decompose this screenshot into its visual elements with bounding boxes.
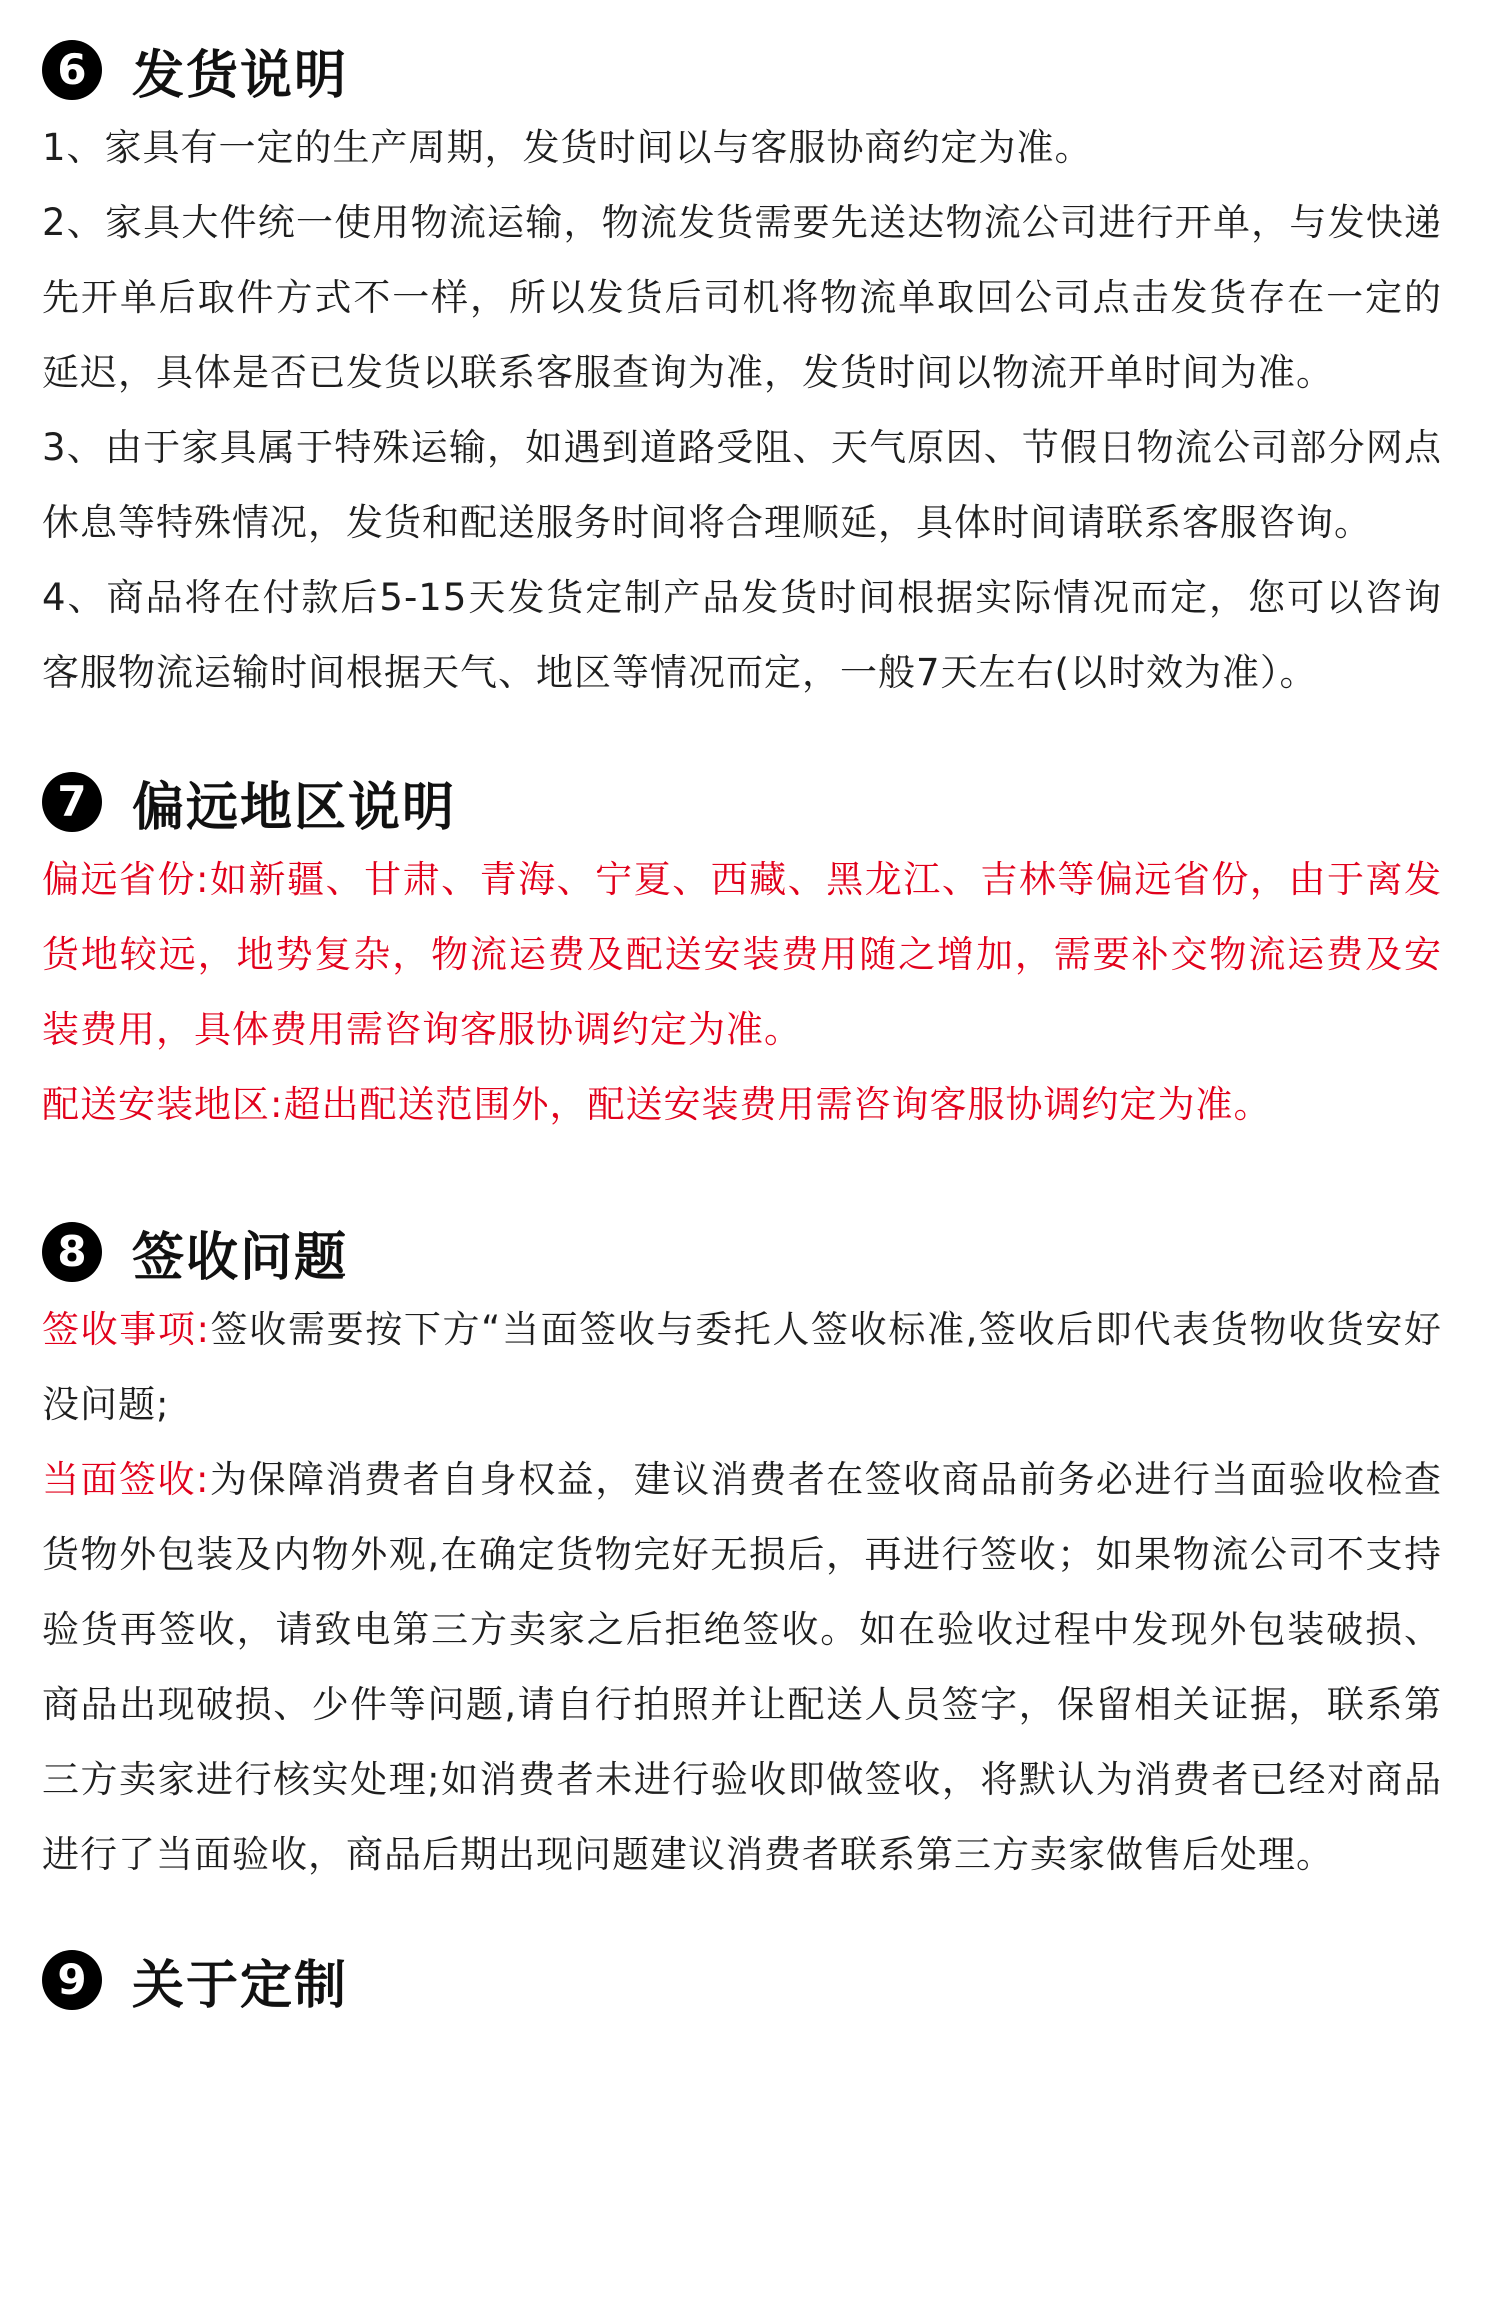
- paragraph-delivery-install-area: 配送安装地区:超出配送范围外，配送安装费用需咨询客服协调约定为准。: [42, 1083, 1272, 1126]
- section-title: 发货说明: [132, 45, 349, 106]
- section-body: [42, 1292, 1442, 1892]
- section-remote-areas: [42, 762, 1442, 1142]
- section-header: [42, 1212, 1442, 1292]
- paragraph-in-person-signing: [42, 1442, 1442, 1892]
- section-title: 关于定制: [132, 1955, 349, 2016]
- item-text: 为保障消费者自身权益，建议消费者在签收商品前务必进行当面验收检查货物外包装及内物外观,在确定货物完好无损后，再进行签收；如果物流公司不支持验货再签收，请致电第三方卖家之后拒绝签收。如在验收过程中发现外包装破损、商品出现破损、少件等问题,请自行拍照并让配送人员签字，保留相关证据，联系第三方卖家进行核实处理;如消费者未进行验收即做签收，将默认为消费者已经对商品进行了当面验收，商品后期出现问题建议消费者联系第三方卖家做售后处理。: [42, 1458, 1443, 1876]
- paragraph-remote-provinces: 偏远省份:如新疆、甘肃、青海、宁夏、西藏、黑龙江、吉林等偏远省份，由于离发货地较远，地势复杂，物流运费及配送安装费用随之增加，需要补交物流运费及安装费用，具体费用需咨询客服协调约定为准。: [42, 858, 1442, 1051]
- item-text: 签收需要按下方“当面签收与委托人签收标准,签收后即代表货物收货安好没问题;: [42, 1308, 1443, 1426]
- section-signing: [42, 1212, 1442, 1892]
- section-title: 签收问题: [132, 1227, 349, 1288]
- number-badge: 7: [42, 772, 102, 832]
- section-header: [42, 30, 1442, 110]
- number-badge: 6: [42, 40, 102, 100]
- section-title: 偏远地区说明: [132, 777, 457, 838]
- paragraph: 2、家具大件统一使用物流运输，物流发货需要先送达物流公司进行开单，与发快递先开单后取件方式不一样，所以发货后司机将物流单取回公司点击发货存在一定的延迟，具体是否已发货以联系客服查询为准，发货时间以物流开单时间为准。: [42, 201, 1442, 394]
- section-body: [42, 842, 1442, 1142]
- paragraph-signing-matters: [42, 1292, 1442, 1442]
- section-header: [42, 762, 1442, 842]
- item-label: 当面签收:: [42, 1458, 210, 1501]
- section-shipping-info: [42, 30, 1442, 710]
- paragraph: 1、家具有一定的生产周期，发货时间以与客服协商约定为准。: [42, 126, 1093, 169]
- item-label: 签收事项:: [42, 1308, 211, 1351]
- section-body: [42, 110, 1442, 710]
- paragraph: 4、商品将在付款后5-15天发货定制产品发货时间根据实际情况而定，您可以咨询客服物流运输时间根据天气、地区等情况而定，一般7天左右(以时效为准）。: [42, 576, 1442, 694]
- number-badge: 9: [42, 1950, 102, 2010]
- section-customization: [42, 1940, 1442, 2020]
- section-header: [42, 1940, 1442, 2020]
- number-badge: 8: [42, 1222, 102, 1282]
- paragraph: 3、由于家具属于特殊运输，如遇到道路受阻、天气原因、节假日物流公司部分网点休息等特殊情况，发货和配送服务时间将合理顺延，具体时间请联系客服咨询。: [42, 426, 1442, 544]
